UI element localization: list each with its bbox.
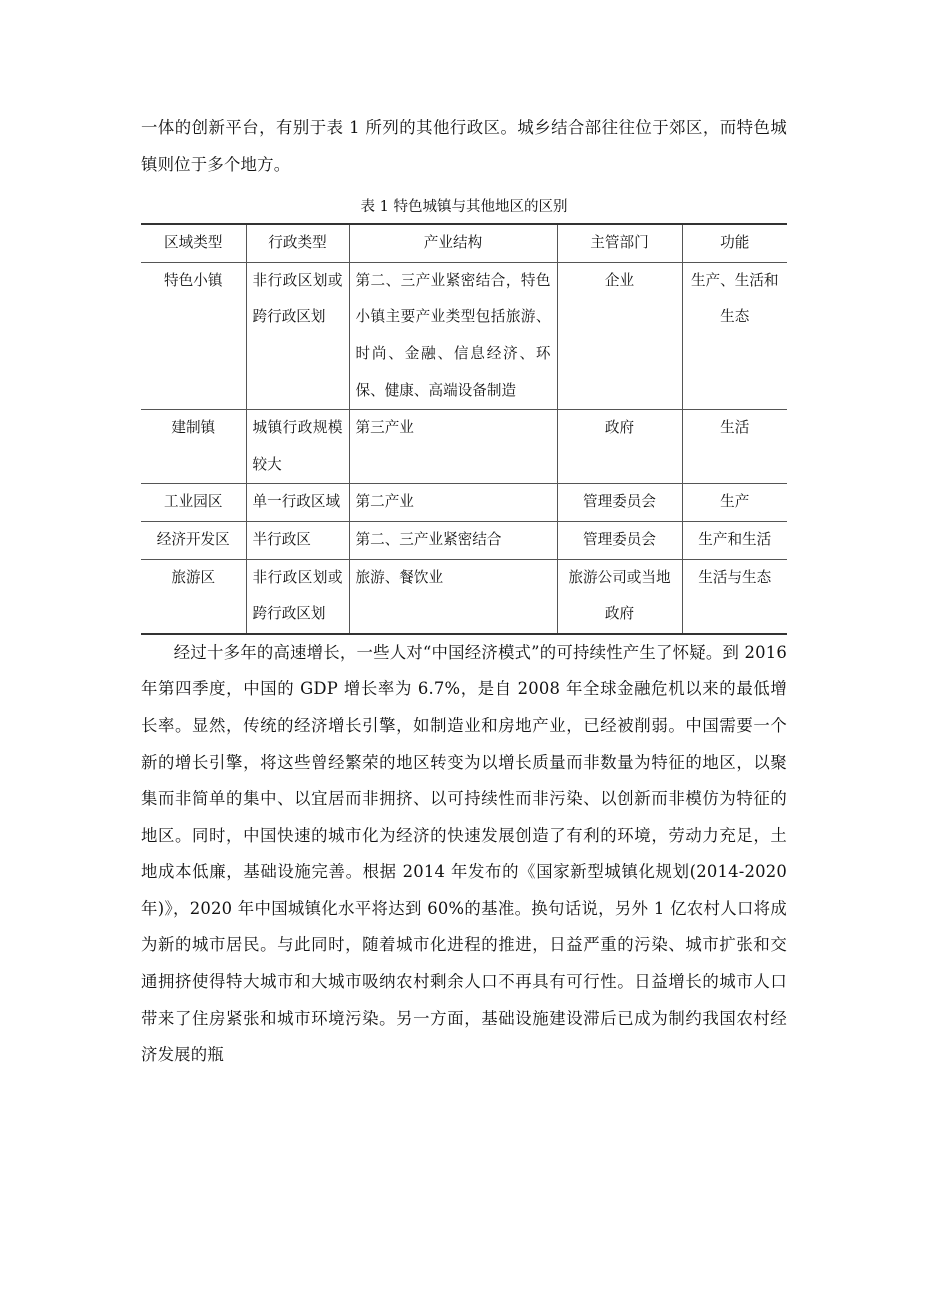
cell-admin-type: 非行政区划或跨行政区划 (246, 262, 349, 409)
intro-paragraph: 一体的创新平台，有别于表 1 所列的其他行政区。城乡结合部往往位于郊区，而特色城镇则位于多个地方。 (141, 118, 787, 174)
cell-authority: 政府 (557, 410, 682, 484)
cell-industry-structure: 第三产业 (349, 410, 557, 484)
cell-region-type: 建制镇 (141, 410, 246, 484)
header-admin-type: 行政类型 (246, 224, 349, 262)
table-header-row (141, 224, 787, 262)
cell-industry-structure: 第二、三产业紧密结合，特色小镇主要产业类型包括旅游、时尚、金融、信息经济、环保、健康、高端设备制造 (349, 262, 557, 409)
header-authority: 主管部门 (557, 224, 682, 262)
cell-admin-type: 单一行政区域 (246, 484, 349, 522)
cell-region-type: 经济开发区 (141, 521, 246, 559)
table-row (141, 410, 787, 484)
cell-industry-structure: 第二产业 (349, 484, 557, 522)
cell-authority: 管理委员会 (557, 521, 682, 559)
table-row (141, 262, 787, 409)
cell-authority: 旅游公司或当地政府 (557, 559, 682, 634)
header-region-type: 区域类型 (141, 224, 246, 262)
comparison-table (141, 223, 787, 635)
cell-authority: 管理委员会 (557, 484, 682, 522)
table-row (141, 559, 787, 634)
table-caption: 表 1 特色城镇与其他地区的区别 (360, 199, 568, 216)
cell-function: 生产和生活 (682, 521, 787, 559)
cell-admin-type: 半行政区 (246, 521, 349, 559)
document-page (141, 110, 787, 1074)
cell-admin-type: 城镇行政规模较大 (246, 410, 349, 484)
header-industry-structure: 产业结构 (349, 224, 557, 262)
cell-region-type: 旅游区 (141, 559, 246, 634)
cell-industry-structure: 第二、三产业紧密结合 (349, 521, 557, 559)
cell-region-type: 特色小镇 (141, 262, 246, 409)
cell-admin-type: 非行政区划或跨行政区划 (246, 559, 349, 634)
cell-function: 生产、生活和生态 (682, 262, 787, 409)
table-row (141, 484, 787, 522)
cell-authority: 企业 (557, 262, 682, 409)
cell-industry-structure: 旅游、餐饮业 (349, 559, 557, 634)
cell-region-type: 工业园区 (141, 484, 246, 522)
cell-function: 生产 (682, 484, 787, 522)
header-function: 功能 (682, 224, 787, 262)
cell-function: 生活 (682, 410, 787, 484)
table-row (141, 521, 787, 559)
body-paragraph: 经过十多年的高速增长，一些人对“中国经济模式”的可持续性产生了怀疑。到 2016 年第四季度，中国的 GDP 增长率为 6.7%，是自 2008 年全球金融危机以来的最低增长率。显然，传统的经济增长引擎，如制造业和房地产业，已经被削弱。中国需要一个新的增长引擎，将这些曾经繁荣的地区转变为以增长质量而非数量为特征的地区，以聚集而非简单的集中、以宜居而非拥挤、以可持续性而非污染、以创新而非模仿为特征的地区。同时，中国快速的城市化为经济的快速发展创造了有利的环境，劳动力充足，土地成本低廉，基础设施完善。根据 2014 年发布的《国家新型城镇化规划(2014-2020 年)》，2020 年中国城镇化水平将达到 60%的基准。换句话说，另外 1 亿农村人口将成为新的城市居民。与此同时，随着城市化进程的推进，日益严重的污染、城市扩张和交通拥挤使得特大城市和大城市吸纳农村剩余人口不再具有可行性。日益增长的城市人口带来了住房紧张和城市环境污染。另一方面，基础设施建设滞后已成为制约我国农村经济发展的瓶 (141, 642, 787, 1065)
cell-function: 生活与生态 (682, 559, 787, 634)
